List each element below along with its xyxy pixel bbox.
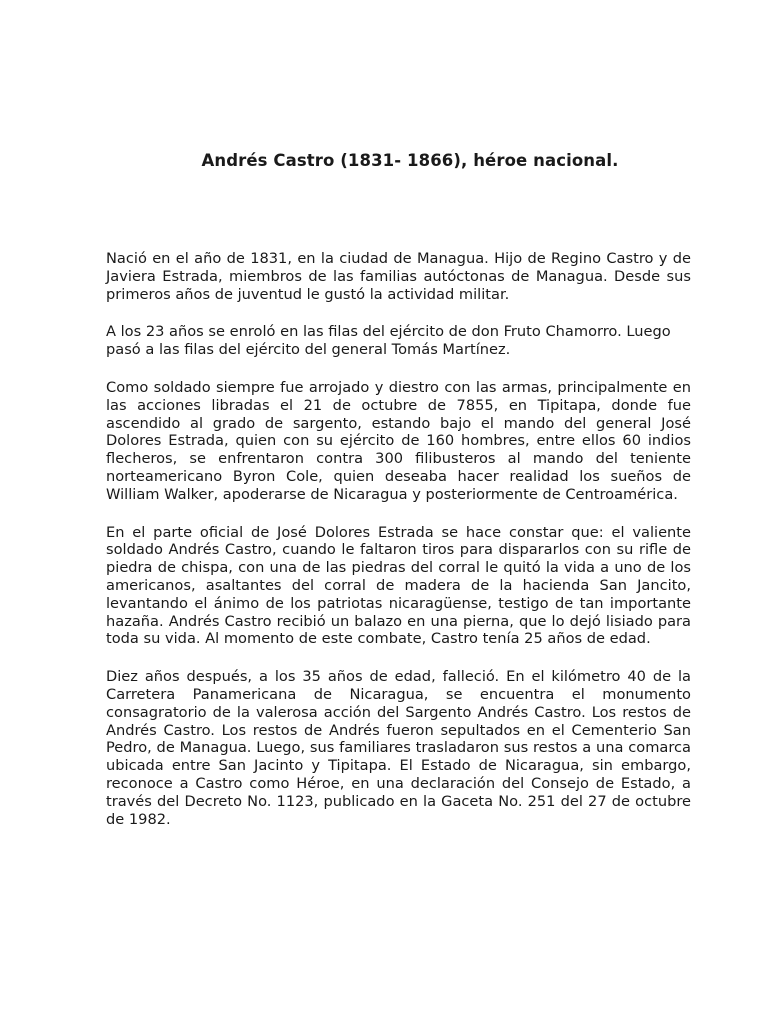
paragraph-enlistment: A los 23 años se enroló en las filas del ejército de don Fruto Chamorro. Luego pasó a las filas del ejército del general Tomás Martínez. [106, 323, 671, 359]
paragraph-official-report: En el parte oficial de José Dolores Estrada se hace constar que: el valiente soldado Andrés Castro, cuando le faltaron tiros para dispararlos con su rifle de piedra de chispa, con una de las piedras del corral le quitó la vida a uno de los americanos, asaltantes del corral de madera de la hacienda San Jancito, levantando el ánimo de los patriotas nicaragüense, testigo de tan importante hazaña. Andrés Castro recibió un balazo en una pierna, que lo dejó lisiado para toda su vida. Al momento de este combate, Castro tenía 25 años de edad. [106, 523, 691, 648]
paragraph-death-legacy: Diez años después, a los 35 años de edad, falleció. En el kilómetro 40 de la Carretera Panamericana de Nicaragua, se encuentra el monumento consagratorio de la valerosa acción del Sargento Andrés Castro. Los restos de Andrés Castro. Los restos de Andrés fueron sepultados en el Cementerio San Pedro, de Managua. Luego, sus familiares trasladaron sus restos a una comarca ubicada entre San Jacinto y Tipitapa. El Estado de Nicaragua, sin embargo, reconoce a Castro como Héroe, en una declaración del Consejo de Estado, a través del Decreto No. 1123, publicado en la Gaceta No. 251 del 27 de octubre de 1982. [106, 668, 691, 828]
paragraph-soldier: Como soldado siempre fue arrojado y diestro con las armas, principalmente en las acciones libradas el 21 de octubre de 7855, en Tipitapa, donde fue ascendido al grado de sargento, estando bajo el mando del general José Dolores Estrada, quien con su ejército de 160 hombres, entre ellos 60 indios flecheros, se enfrentaron contra 300 filibusteros al mando del teniente norteamericano Byron Cole, quien deseaba hacer realidad los sueños de William Walker, apoderarse de Nicaragua y posteriormente de Centroamérica. [106, 378, 691, 503]
paragraph-birth: Nació en el año de 1831, en la ciudad de Managua. Hijo de Regino Castro y de Javiera Estrada, miembros de las familias autóctonas de Managua. Desde sus primeros años de juventud le gustó la actividad militar. [106, 250, 691, 303]
document-body [106, 250, 691, 848]
document-title: Andrés Castro (1831- 1866), héroe nacional. [201, 151, 619, 170]
